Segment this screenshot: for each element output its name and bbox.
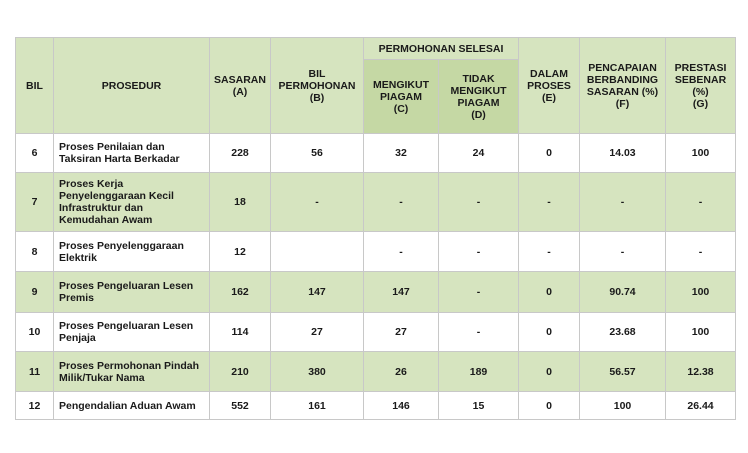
cell-b: 380 [271, 352, 364, 392]
cell-bil: 12 [16, 392, 54, 420]
cell-d: - [439, 313, 519, 352]
cell-e: - [519, 173, 580, 232]
cell-a: 552 [210, 392, 271, 420]
cell-f: - [580, 173, 666, 232]
cell-prosedur: Proses Penyelenggaraan Elektrik [54, 232, 210, 272]
header-permohonan-selesai: PERMOHONAN SELESAI [364, 38, 519, 60]
cell-b [271, 232, 364, 272]
cell-g: 100 [666, 313, 736, 352]
cell-bil: 7 [16, 173, 54, 232]
cell-prosedur: Proses Pengeluaran Lesen Penjaja [54, 313, 210, 352]
cell-f: 100 [580, 392, 666, 420]
cell-f: 14.03 [580, 134, 666, 173]
header-mengikut-piagam: MENGIKUT PIAGAM (C) [364, 60, 439, 134]
cell-prosedur: Proses Kerja Penyelenggaraan Kecil Infrastruktur dan Kemudahan Awam [54, 173, 210, 232]
cell-prosedur: Proses Penilaian dan Taksiran Harta Berkadar [54, 134, 210, 173]
table-row [16, 232, 736, 272]
cell-b: 161 [271, 392, 364, 420]
cell-f: - [580, 232, 666, 272]
cell-e: 0 [519, 352, 580, 392]
table-body [16, 134, 736, 420]
cell-prosedur: Pengendalian Aduan Awam [54, 392, 210, 420]
cell-a: 12 [210, 232, 271, 272]
cell-g: - [666, 232, 736, 272]
cell-bil: 11 [16, 352, 54, 392]
cell-g: 26.44 [666, 392, 736, 420]
cell-e: 0 [519, 392, 580, 420]
cell-b: 147 [271, 272, 364, 313]
cell-b: 56 [271, 134, 364, 173]
header-sasaran: SASARAN (A) [210, 38, 271, 134]
cell-bil: 6 [16, 134, 54, 173]
table-row [16, 392, 736, 420]
cell-g: 100 [666, 272, 736, 313]
cell-c: 26 [364, 352, 439, 392]
cell-prosedur: Proses Permohonan Pindah Milik/Tukar Nama [54, 352, 210, 392]
cell-f: 90.74 [580, 272, 666, 313]
cell-d: 15 [439, 392, 519, 420]
cell-g: - [666, 173, 736, 232]
cell-d: 189 [439, 352, 519, 392]
cell-c: 27 [364, 313, 439, 352]
header-prosedur: PROSEDUR [54, 38, 210, 134]
cell-d: - [439, 173, 519, 232]
cell-c: - [364, 232, 439, 272]
cell-d: - [439, 232, 519, 272]
cell-d: 24 [439, 134, 519, 173]
table-row [16, 173, 736, 232]
cell-b: - [271, 173, 364, 232]
cell-a: 228 [210, 134, 271, 173]
table-row [16, 313, 736, 352]
cell-c: 32 [364, 134, 439, 173]
prestasi-table [15, 37, 736, 420]
cell-e: 0 [519, 272, 580, 313]
table-row [16, 134, 736, 173]
cell-e: 0 [519, 134, 580, 173]
cell-a: 162 [210, 272, 271, 313]
cell-e: 0 [519, 313, 580, 352]
header-tidak-mengikut-piagam: TIDAK MENGIKUT PIAGAM (D) [439, 60, 519, 134]
cell-c: 146 [364, 392, 439, 420]
table-row [16, 352, 736, 392]
header-dalam-proses: DALAM PROSES (E) [519, 38, 580, 134]
cell-bil: 8 [16, 232, 54, 272]
cell-f: 23.68 [580, 313, 666, 352]
cell-d: - [439, 272, 519, 313]
header-pencapaian: PENCAPAIAN BERBANDING SASARAN (%) (F) [580, 38, 666, 134]
cell-a: 114 [210, 313, 271, 352]
cell-prosedur: Proses Pengeluaran Lesen Premis [54, 272, 210, 313]
cell-a: 210 [210, 352, 271, 392]
cell-b: 27 [271, 313, 364, 352]
cell-f: 56.57 [580, 352, 666, 392]
cell-g: 12.38 [666, 352, 736, 392]
cell-g: 100 [666, 134, 736, 173]
cell-bil: 9 [16, 272, 54, 313]
cell-a: 18 [210, 173, 271, 232]
cell-c: 147 [364, 272, 439, 313]
cell-c: - [364, 173, 439, 232]
table-row [16, 272, 736, 313]
cell-bil: 10 [16, 313, 54, 352]
header-bil: BIL [16, 38, 54, 134]
header-prestasi: PRESTASI SEBENAR (%) (G) [666, 38, 736, 134]
cell-e: - [519, 232, 580, 272]
header-bil-permohonan: BIL PERMOHONAN (B) [271, 38, 364, 134]
